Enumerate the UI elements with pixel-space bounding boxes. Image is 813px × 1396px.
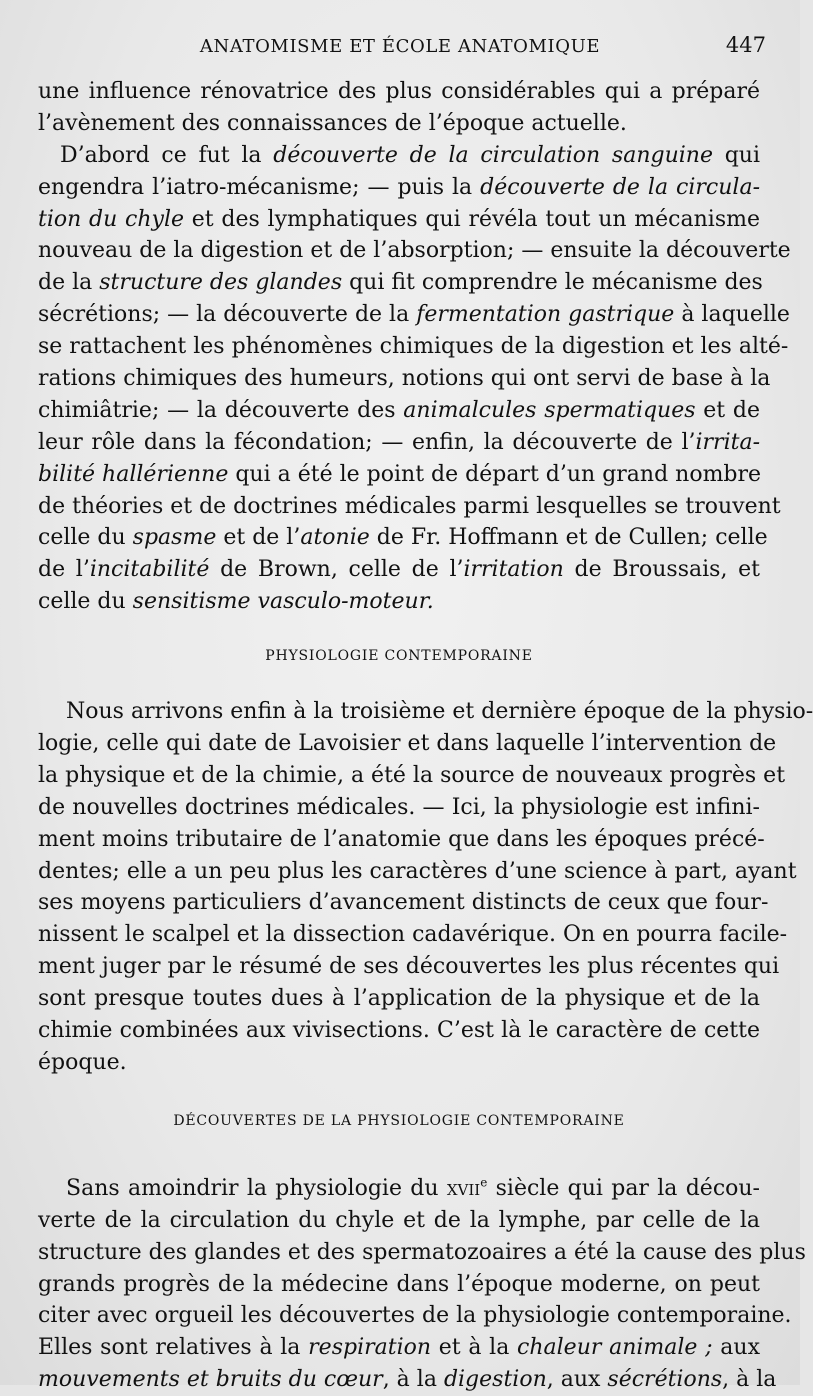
text-segment: ment moins tributaire de l’anatomie que dans les époques précé- (38, 826, 765, 852)
text-segment: et à la (431, 1335, 518, 1361)
text-segment: sécrétions; — la découverte de la (38, 302, 417, 328)
text-line (38, 696, 813, 728)
paragraph-group-anatomism (38, 76, 791, 618)
text-segment: chimiâtrie; — la découverte des (38, 397, 404, 423)
text-segment: de Fr. Hoffmann et de Cullen; celle (369, 525, 768, 551)
running-head: ANATOMISME ET ÉCOLE ANATOMIQUE (199, 36, 601, 57)
text-segment: Nous arrivons enfin à la troisième et dernière époque de la physio- (66, 699, 813, 725)
text-line (38, 108, 760, 140)
text-line (38, 76, 760, 108)
text-segment: l’avènement des connaissances de l’époque actuelle. (38, 110, 627, 136)
text-line (38, 760, 786, 792)
text-line (38, 728, 777, 760)
text-segment: de nouvelles doctrines médicales. — Ici, la physiologie est infini- (38, 794, 760, 820)
italic-text: découverte de la circula- (480, 174, 760, 200)
italic-text: bilité hallérienne (38, 461, 229, 487)
text-line (38, 919, 788, 951)
italic-text: sensitisme vasculo-moteur. (132, 589, 434, 615)
page-number: 447 (725, 33, 766, 57)
text-line (38, 172, 760, 204)
paragraph-discoveries (38, 1173, 806, 1396)
text-segment: grands progrès de la médecine dans l’époque moderne, on peut (38, 1271, 760, 1297)
italic-text: atonie (300, 525, 370, 551)
text-line (38, 1332, 760, 1364)
text-line (38, 204, 760, 236)
section-heading-physiologie-contemporaine: PHYSIOLOGIE CONTEMPORAINE (265, 648, 533, 665)
text-segment: de l’ (38, 557, 90, 583)
italic-text: respiration (308, 1335, 432, 1361)
text-segment: époque. (38, 1049, 127, 1075)
text-segment: xvii (446, 1175, 481, 1201)
text-segment: et des lymphatiques qui révéla tout un mécanisme (184, 206, 760, 232)
italic-text: découverte de la circulation sanguine (273, 142, 713, 168)
italic-text: digestion (443, 1367, 547, 1393)
text-line (38, 299, 790, 331)
text-line (38, 983, 760, 1015)
text-segment: structure des glandes et des spermatozoaires a été la cause des plus (38, 1239, 806, 1265)
text-line (38, 459, 760, 491)
text-segment: de théories et de doctrines médicales parmi lesquelles se trouvent (38, 493, 781, 519)
text-segment: qui a été le point de départ d’un grand nombre (228, 461, 762, 487)
text-segment: e (480, 1175, 488, 1190)
text-segment: se rattachent les phénomènes chimiques de la digestion et les alté- (38, 334, 789, 360)
text-segment: qui (712, 142, 761, 168)
text-line (38, 1173, 760, 1205)
text-line (38, 395, 760, 427)
text-segment: D’abord ce fut la (60, 142, 274, 168)
text-segment: sont presque toutes dues à l’application de la physique et de la (38, 986, 760, 1012)
text-segment: et de l’ (216, 525, 301, 551)
text-segment: qui fit comprendre le mécanisme des (342, 270, 763, 296)
text-line (38, 586, 760, 618)
text-line (38, 140, 760, 172)
text-segment: nouveau de la digestion et de l’absorption; — ensuite la découverte (38, 238, 791, 264)
text-segment: dentes; elle a un peu plus les caractères d’une science à part, ayant (38, 858, 797, 884)
page-body (38, 76, 813, 1396)
text-line (38, 554, 760, 586)
text-segment: Sans amoindrir la physiologie du (66, 1175, 447, 1201)
text-line (38, 522, 768, 554)
italic-text: incitabilité (89, 557, 210, 583)
text-segment: leur rôle dans la fécondation; — enfin, la découverte de l’ (38, 429, 696, 455)
text-line (38, 235, 791, 267)
text-segment: citer avec orgueil les découvertes de la physiologie contemporaine. (38, 1303, 792, 1329)
text-segment: Elles sont relatives à la (38, 1335, 309, 1361)
text-line (38, 792, 760, 824)
page-header (40, 30, 766, 66)
text-line (38, 267, 763, 299)
italic-text: sécrétions (607, 1367, 723, 1393)
italic-text: tion du chyle (38, 206, 185, 232)
text-segment: ses moyens particuliers d’avancement distincts de ceux que four- (38, 890, 769, 916)
italic-text: fermentation gastrique (416, 302, 675, 328)
text-segment: verte de la circulation du chyle et de la lymphe, par celle de la (38, 1207, 760, 1233)
text-line (38, 1237, 806, 1269)
text-line (38, 887, 769, 919)
text-segment: celle du (38, 525, 133, 551)
text-line (38, 1364, 777, 1396)
text-segment: de Brown, celle de l’ (209, 557, 464, 583)
text-segment: ment juger par le résumé de ses découvertes les plus récentes qui (38, 954, 780, 980)
text-segment: et de (695, 397, 760, 423)
italic-text: structure des glandes (99, 270, 343, 296)
text-line (38, 1015, 760, 1047)
text-segment: une influence rénovatrice des plus considérables qui a préparé (38, 79, 760, 104)
italic-text: mouvements et bruits du cœur (38, 1367, 383, 1393)
italic-text: irritation (463, 557, 564, 583)
italic-text: spasme (132, 525, 217, 551)
paragraph-contemporary-physiology (38, 696, 813, 1079)
text-segment: engendra l’iatro-mécanisme; — puis la (38, 174, 481, 200)
text-line (38, 427, 760, 459)
text-line (38, 1205, 760, 1237)
text-line (38, 1047, 760, 1079)
text-segment: de la (38, 270, 100, 296)
text-segment: chimie combinées aux vivisections. C’est là le caractère de cette (38, 1018, 760, 1044)
text-line (38, 1269, 760, 1301)
text-segment: à laquelle (674, 302, 790, 328)
text-line (38, 951, 780, 983)
text-line (38, 491, 781, 523)
text-segment: nissent le scalpel et la dissection cadavérique. On en pourra facile- (38, 922, 788, 948)
text-segment: aux (712, 1335, 761, 1361)
section-heading-decouvertes: DÉCOUVERTES DE LA PHYSIOLOGIE CONTEMPORAINE (173, 1112, 625, 1129)
italic-text: chaleur animale ; (517, 1335, 713, 1361)
text-line (38, 856, 797, 888)
text-segment: , à la (382, 1367, 444, 1393)
text-line (38, 824, 765, 856)
text-segment: , à la (722, 1367, 777, 1393)
text-segment: celle du (38, 589, 133, 615)
text-segment: siècle qui par la décou- (487, 1175, 760, 1201)
text-segment: la physique et de la chimie, a été la source de nouveaux progrès et (38, 762, 786, 788)
italic-text: animalcules spermatiques (403, 397, 696, 423)
text-line (38, 363, 771, 395)
text-line (38, 1300, 792, 1332)
text-segment: de Broussais, et (563, 557, 760, 583)
text-segment: , aux (546, 1367, 608, 1393)
text-segment: logie, celle qui date de Lavoisier et dans laquelle l’intervention de (38, 731, 777, 757)
text-line (38, 331, 789, 363)
text-segment: rations chimiques des humeurs, notions qui ont servi de base à la (38, 366, 771, 392)
italic-text: irrita- (695, 429, 760, 455)
